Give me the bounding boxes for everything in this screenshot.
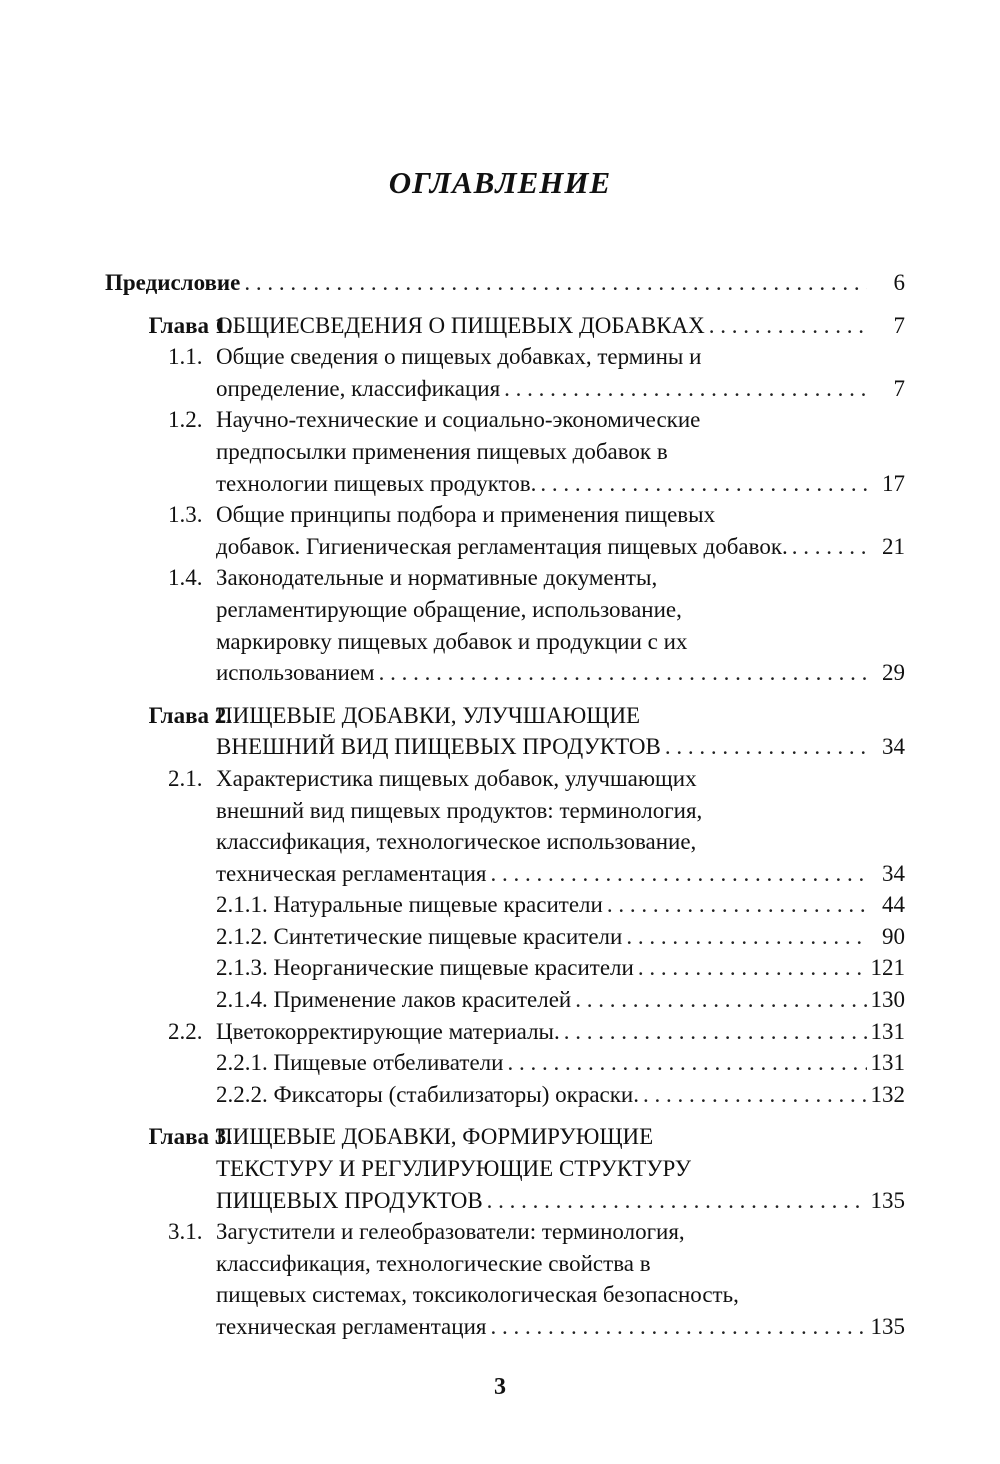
toc-entry: [105, 952, 905, 984]
entry-title-line: технологии пищевых продуктов.: [216, 470, 537, 496]
entry-title-line: Предисловие: [105, 270, 241, 295]
dot-leader: [709, 310, 867, 342]
entry-page-number: 132: [870, 1081, 905, 1107]
chapter-label: Глава 1.: [148, 312, 232, 338]
toc-entry: [105, 1079, 905, 1111]
entry-title-line: 2.2.2. Фиксаторы (стабилизаторы) окраски.: [216, 1081, 639, 1107]
entry-title-line: ВНЕШНИЙ ВИД ПИЩЕВЫХ ПРОДУКТОВ: [216, 734, 661, 760]
dot-leader: [379, 657, 867, 689]
entry-page-number: 34: [882, 860, 905, 886]
section-number: 2.2.: [168, 1018, 203, 1044]
entry-title-line: техническая регламентация: [216, 860, 487, 886]
entry-title-line: использованием: [216, 660, 375, 686]
entry-title-line: Общие принципы подбора и применения пищевых: [216, 502, 716, 528]
section-number: 1.2.: [168, 407, 203, 433]
section-number: 1.3.: [168, 502, 203, 528]
entry-title-line: 2.1.2. Синтетические пищевые красители: [216, 923, 623, 949]
chapter-label: Глава 3.: [148, 1124, 232, 1150]
entry-title-line: классификация, технологические свойства в: [216, 1250, 651, 1276]
section-number: 1.1.: [168, 344, 203, 370]
dot-leader: [487, 1185, 867, 1217]
entry-title-line: 2.1.4. Применение лаков красителей: [216, 987, 572, 1013]
toc-entry: [105, 1047, 905, 1079]
entry-title-line: Общие сведения о пищевых добавках, термины и: [216, 344, 702, 370]
table-of-contents: [105, 267, 905, 1343]
toc-entry: [105, 889, 905, 921]
entry-title-line: добавок. Гигиеническая регламентация пищевых добавок.: [216, 533, 788, 559]
entry-page-number: 34: [882, 734, 905, 760]
section-number: 1.4.: [168, 565, 203, 591]
entry-title-line: определение, классификация: [216, 375, 501, 401]
dot-leader: [564, 1016, 867, 1048]
entry-page-number: 135: [870, 1187, 905, 1213]
entry-title-line: Цветокорректирующие материалы.: [216, 1018, 560, 1044]
entry-title-line: маркировку пищевых добавок и продукции с их: [216, 628, 688, 654]
entry-page-number: 21: [882, 533, 905, 559]
entry-title-line: 2.1.1. Натуральные пищевые красители: [216, 892, 603, 918]
dot-leader: [626, 921, 867, 953]
toc-entry: [105, 562, 905, 688]
entry-page-number: 121: [870, 955, 905, 981]
toc-entry: [105, 310, 905, 342]
entry-title-line: Законодательные и нормативные документы,: [216, 565, 658, 591]
dot-leader: [504, 373, 867, 405]
entry-title-line: ПИЩЕВЫХ ПРОДУКТОВ: [216, 1187, 483, 1213]
entry-page-number: 130: [870, 987, 905, 1013]
dot-leader: [490, 858, 867, 890]
entry-title-line: ТЕКСТУРУ И РЕГУЛИРУЮЩИЕ СТРУКТУРУ: [216, 1156, 692, 1182]
entry-page-number: 44: [882, 892, 905, 918]
dot-leader: [540, 468, 867, 500]
entry-page-number: 17: [882, 470, 905, 496]
toc-entry: [105, 267, 905, 299]
toc-entry: [105, 1216, 905, 1342]
toc-entry: [105, 700, 905, 763]
entry-title-line: классификация, технологическое использование,: [216, 829, 697, 855]
chapter-label: Глава 2.: [148, 702, 232, 728]
dot-leader: [244, 267, 867, 299]
toc-entry: [105, 921, 905, 953]
dot-leader: [665, 731, 867, 763]
page-title: ОГЛАВЛЕНИЕ: [388, 165, 612, 200]
dot-leader: [607, 889, 867, 921]
entry-title-line: ПИЩЕВЫЕ ДОБАВКИ, УЛУЧШАЮЩИЕ: [216, 702, 641, 728]
entry-title-line: Характеристика пищевых добавок, улучшающих: [216, 765, 697, 791]
entry-page-number: 29: [882, 660, 905, 686]
entry-title-line: Загустители и гелеобразователи: терминология,: [216, 1219, 685, 1245]
dot-leader: [792, 531, 867, 563]
entry-title-line: регламентирующие обращение, использование,: [216, 596, 682, 622]
entry-page-number: 7: [893, 375, 905, 401]
entry-title-line: внешний вид пищевых продуктов: терминология,: [216, 797, 703, 823]
entry-page-number: 135: [870, 1314, 905, 1339]
entry-page-number: 131: [870, 1050, 905, 1076]
entry-page-number: 6: [893, 270, 905, 295]
dot-leader: [638, 952, 867, 984]
section-number: 2.1.: [168, 765, 203, 791]
page-number: 3: [494, 1374, 506, 1400]
entry-page-number: 131: [870, 1018, 905, 1044]
entry-title-line: Научно-технические и социально-экономические: [216, 407, 701, 433]
entry-title-line: ПИЩЕВЫЕ ДОБАВКИ, ФОРМИРУЮЩИЕ: [216, 1124, 654, 1150]
toc-entry: [105, 1121, 905, 1216]
entry-title-line: 2.1.3. Неорганические пищевые красители: [216, 955, 634, 981]
dot-leader: [490, 1311, 866, 1343]
toc-entry: [105, 1016, 905, 1048]
entry-title-line: предпосылки применения пищевых добавок в: [216, 438, 668, 464]
entry-title-line: пищевых системах, токсикологическая безопасность,: [216, 1282, 739, 1308]
entry-title-line: ОБЩИЕСВЕДЕНИЯ О ПИЩЕВЫХ ДОБАВКАХ: [216, 312, 705, 338]
entry-page-number: 7: [893, 312, 905, 338]
toc-entry: [105, 499, 905, 562]
dot-leader: [643, 1079, 867, 1111]
toc-entry: [105, 404, 905, 499]
entry-page-number: 90: [882, 923, 905, 949]
toc-entry: [105, 341, 905, 404]
section-number: 3.1.: [168, 1219, 203, 1245]
dot-leader: [507, 1047, 866, 1079]
dot-leader: [575, 984, 866, 1016]
entry-title-line: 2.2.1. Пищевые отбеливатели: [216, 1050, 504, 1076]
toc-entry: [105, 984, 905, 1016]
toc-entry: [105, 763, 905, 889]
entry-title-line: техническая регламентация: [216, 1314, 487, 1339]
